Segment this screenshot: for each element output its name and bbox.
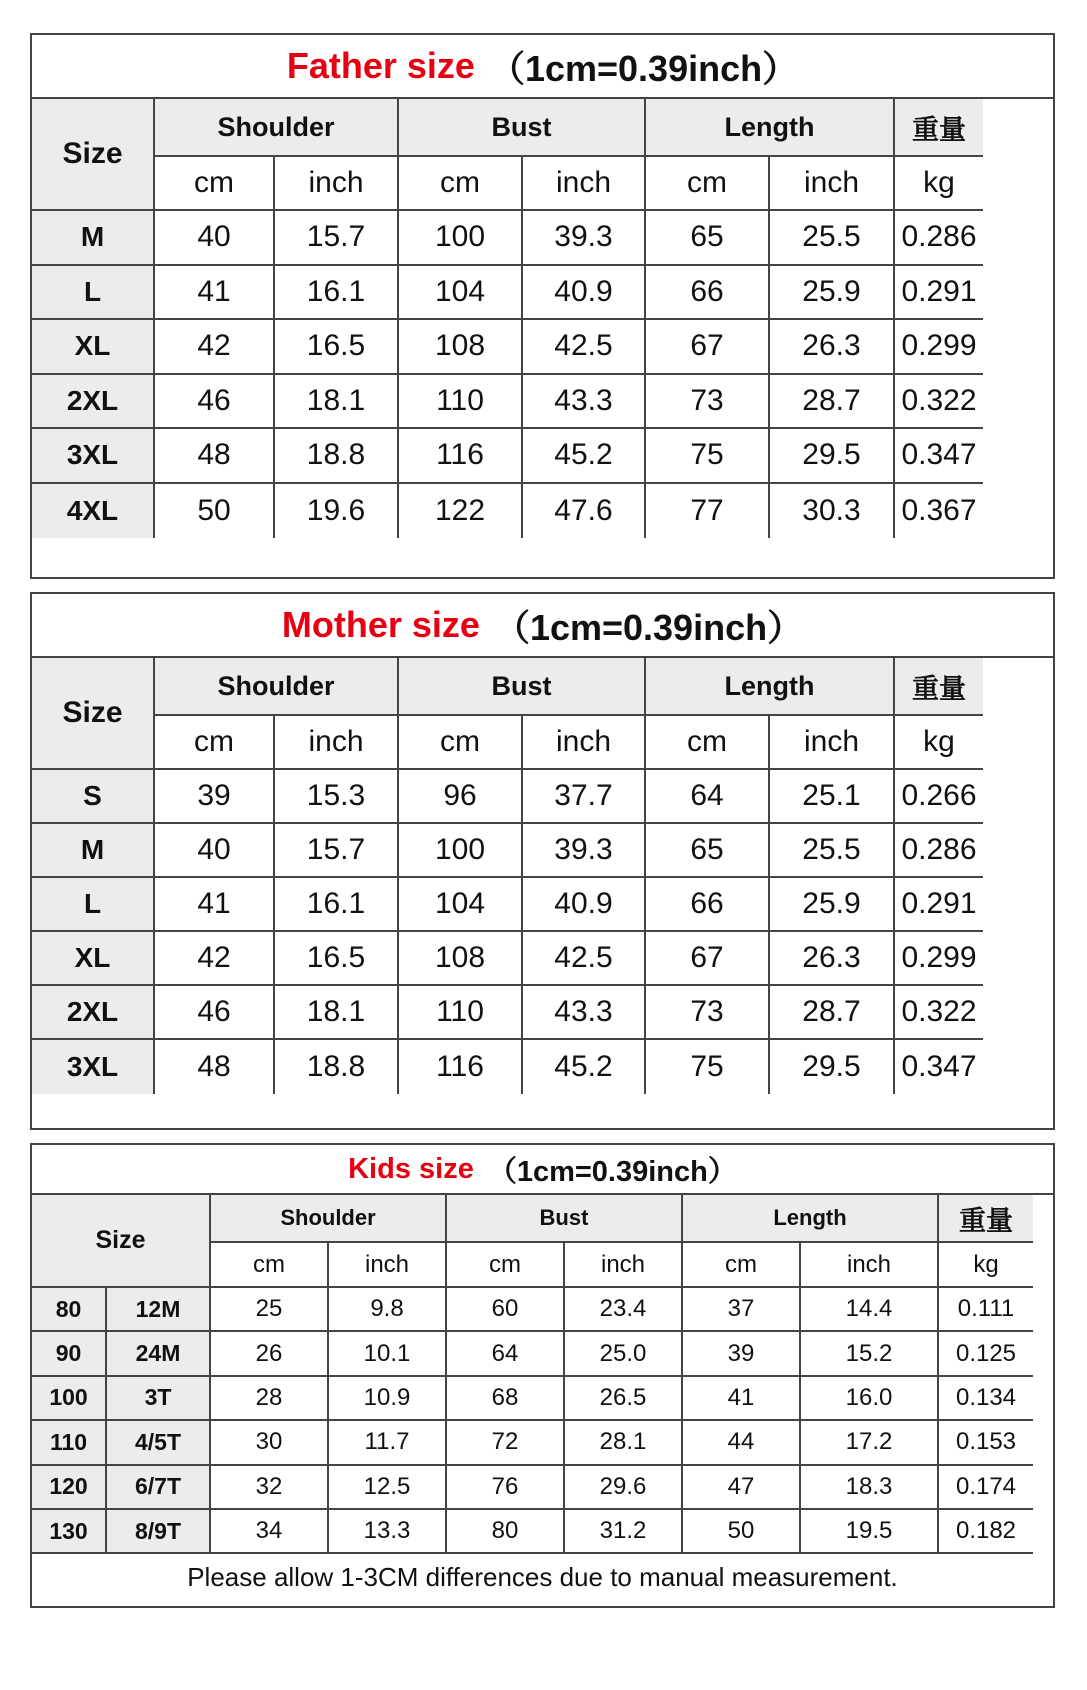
title-conversion: （1cm=0.39inch）	[488, 47, 799, 89]
measurement-value: 15.7	[275, 211, 399, 266]
size-label: 4XL	[32, 484, 155, 539]
measurement-value: 23.4	[565, 1288, 683, 1332]
table-title	[32, 35, 1053, 99]
measurement-value: 12.5	[329, 1466, 447, 1510]
measurement-value: 0.286	[895, 211, 983, 266]
measurement-value: 64	[447, 1332, 565, 1376]
title-conversion: （1cm=0.39inch）	[493, 606, 804, 648]
measurement-value: 0.266	[895, 770, 983, 824]
measurement-value: 42.5	[523, 932, 646, 986]
header-shoulder: Shoulder	[155, 658, 399, 716]
measurement-value: 73	[646, 375, 770, 430]
measurement-value: 96	[399, 770, 523, 824]
unit-label: inch	[275, 716, 399, 770]
header-length: Length	[683, 1195, 939, 1243]
measurement-value: 0.291	[895, 878, 983, 932]
measurement-value: 26	[211, 1332, 329, 1376]
header-weight: 重量	[939, 1195, 1033, 1243]
measurement-value: 50	[683, 1510, 801, 1554]
measurement-value: 116	[399, 1040, 523, 1094]
measurement-value: 18.8	[275, 429, 399, 484]
table-title	[32, 594, 1053, 658]
size-label: XL	[32, 932, 155, 986]
size-label: S	[32, 770, 155, 824]
measurement-value: 11.7	[329, 1421, 447, 1465]
unit-label: cm	[646, 716, 770, 770]
measurement-value: 47.6	[523, 484, 646, 539]
unit-label: kg	[895, 157, 983, 211]
title-highlight: Father size	[286, 45, 475, 86]
header-weight: 重量	[895, 99, 983, 157]
unit-label: cm	[155, 716, 275, 770]
measurement-value: 40.9	[523, 878, 646, 932]
measurement-value: 0.299	[895, 932, 983, 986]
measurement-value: 9.8	[329, 1288, 447, 1332]
header-bust: Bust	[399, 99, 646, 157]
measurement-value: 25.5	[770, 211, 895, 266]
measurement-value: 100	[399, 211, 523, 266]
measurement-value: 0.111	[939, 1288, 1033, 1332]
measurement-value: 0.322	[895, 375, 983, 430]
unit-label: inch	[770, 157, 895, 211]
size-label: 3XL	[32, 1040, 155, 1094]
measurement-value: 15.3	[275, 770, 399, 824]
measurement-value: 29.5	[770, 1040, 895, 1094]
unit-label: inch	[565, 1243, 683, 1288]
measurement-value: 0.174	[939, 1466, 1033, 1510]
measurement-value: 16.0	[801, 1377, 939, 1421]
measurement-value: 16.5	[275, 320, 399, 375]
size-label: M	[32, 824, 155, 878]
measurement-value: 80	[447, 1510, 565, 1554]
measurement-value: 0.134	[939, 1377, 1033, 1421]
size-label: M	[32, 211, 155, 266]
measurement-value: 43.3	[523, 986, 646, 1040]
measurement-value: 15.7	[275, 824, 399, 878]
measurement-value: 13.3	[329, 1510, 447, 1554]
measurement-value: 0.286	[895, 824, 983, 878]
measurement-value: 16.5	[275, 932, 399, 986]
measurement-value: 30.3	[770, 484, 895, 539]
measurement-value: 44	[683, 1421, 801, 1465]
header-size: Size	[32, 658, 155, 770]
measurement-value: 19.6	[275, 484, 399, 539]
size-label: 90	[32, 1332, 107, 1376]
measurement-value: 14.4	[801, 1288, 939, 1332]
measurement-value: 68	[447, 1377, 565, 1421]
measurement-value: 26.5	[565, 1377, 683, 1421]
measurement-value: 75	[646, 1040, 770, 1094]
unit-label: kg	[895, 716, 983, 770]
measurement-value: 45.2	[523, 1040, 646, 1094]
header-bust: Bust	[399, 658, 646, 716]
unit-label: cm	[447, 1243, 565, 1288]
unit-label: inch	[801, 1243, 939, 1288]
header-length: Length	[646, 658, 895, 716]
measurement-value: 50	[155, 484, 275, 539]
measurement-value: 42	[155, 320, 275, 375]
measurement-value: 42.5	[523, 320, 646, 375]
measurement-value: 34	[211, 1510, 329, 1554]
measurement-value: 66	[646, 266, 770, 321]
measurement-value: 67	[646, 320, 770, 375]
father-size-table	[30, 33, 1055, 579]
measurement-value: 48	[155, 429, 275, 484]
measurement-value: 37	[683, 1288, 801, 1332]
measurement-value: 48	[155, 1040, 275, 1094]
measurement-value: 26.3	[770, 932, 895, 986]
measurement-value: 25	[211, 1288, 329, 1332]
measurement-note: Please allow 1-3CM differences due to manual measurement.	[187, 1561, 898, 1592]
measurement-value: 66	[646, 878, 770, 932]
measurement-value: 77	[646, 484, 770, 539]
header-shoulder: Shoulder	[211, 1195, 447, 1243]
kids-size-table	[30, 1143, 1055, 1608]
size-label: XL	[32, 320, 155, 375]
measurement-value: 28.7	[770, 986, 895, 1040]
measurement-value: 64	[646, 770, 770, 824]
measurement-value: 0.347	[901, 1050, 977, 1083]
size-label: 8/9T	[107, 1510, 211, 1554]
size-label: 120	[32, 1466, 107, 1510]
measurement-value: 43.3	[523, 375, 646, 430]
size-label: 12M	[107, 1288, 211, 1332]
measurement-value: 46	[155, 986, 275, 1040]
unit-label: kg	[939, 1243, 1033, 1288]
measurement-value: 28.1	[565, 1421, 683, 1465]
measurement-value: 65	[646, 211, 770, 266]
measurement-value: 28	[211, 1377, 329, 1421]
measurement-value: 42	[155, 932, 275, 986]
measurement-value: 72	[447, 1421, 565, 1465]
measurement-value: 104	[399, 878, 523, 932]
measurement-value: 40	[155, 824, 275, 878]
measurement-value: 0.153	[939, 1421, 1033, 1465]
size-label: L	[32, 878, 155, 932]
measurement-value: 45.2	[523, 429, 646, 484]
measurement-value: 17.2	[801, 1421, 939, 1465]
unit-label: cm	[683, 1243, 801, 1288]
header-bust: Bust	[447, 1195, 683, 1243]
measurement-value: 18.8	[275, 1040, 399, 1094]
header-shoulder: Shoulder	[155, 99, 399, 157]
measurement-value: 18.1	[275, 375, 399, 430]
measurement-value: 67	[646, 932, 770, 986]
measurement-value: 122	[399, 484, 523, 539]
unit-label: inch	[770, 716, 895, 770]
measurement-value: 73	[646, 986, 770, 1040]
header-size: Size	[32, 99, 155, 211]
measurement-value: 76	[447, 1466, 565, 1510]
table-grid	[32, 658, 1053, 1094]
measurement-value: 0.299	[895, 320, 983, 375]
header-size: Size	[32, 1195, 211, 1288]
measurement-value: 32	[211, 1466, 329, 1510]
measurement-value: 40	[155, 211, 275, 266]
title-highlight: Kids size	[348, 1152, 474, 1185]
size-label: 24M	[107, 1332, 211, 1376]
measurement-value: 25.0	[565, 1332, 683, 1376]
unit-label: inch	[523, 716, 646, 770]
measurement-value: 40.9	[523, 266, 646, 321]
measurement-value: 100	[399, 824, 523, 878]
measurement-value: 0.182	[939, 1510, 1033, 1554]
measurement-value: 18.3	[801, 1466, 939, 1510]
measurement-value: 116	[399, 429, 523, 484]
measurement-value: 10.9	[329, 1377, 447, 1421]
unit-label: cm	[399, 716, 523, 770]
measurement-value: 110	[399, 375, 523, 430]
unit-label: cm	[211, 1243, 329, 1288]
measurement-value: 10.1	[329, 1332, 447, 1376]
measurement-value: 0.347	[895, 429, 983, 484]
size-label: 130	[32, 1510, 107, 1554]
measurement-value: 28.7	[770, 375, 895, 430]
measurement-value: 0.125	[939, 1332, 1033, 1376]
unit-label: cm	[399, 157, 523, 211]
unit-label: inch	[275, 157, 399, 211]
measurement-value: 47	[683, 1466, 801, 1510]
size-label: 100	[32, 1377, 107, 1421]
measurement-value: 29.5	[770, 429, 895, 484]
size-label: 3T	[107, 1377, 211, 1421]
measurement-value: 25.9	[770, 878, 895, 932]
measurement-value: 39	[683, 1332, 801, 1376]
measurement-value: 15.2	[801, 1332, 939, 1376]
header-length: Length	[646, 99, 895, 157]
size-label: 2XL	[32, 986, 155, 1040]
measurement-value: 65	[646, 824, 770, 878]
measurement-value: 41	[683, 1377, 801, 1421]
size-label: 4/5T	[107, 1421, 211, 1465]
table-grid	[32, 99, 1053, 538]
measurement-value: 108	[399, 932, 523, 986]
measurement-value: 104	[399, 266, 523, 321]
unit-label: cm	[155, 157, 275, 211]
measurement-value: 39	[155, 770, 275, 824]
measurement-value: 41	[155, 266, 275, 321]
measurement-value: 0.367	[901, 493, 977, 527]
measurement-value: 110	[399, 986, 523, 1040]
size-label: 6/7T	[107, 1466, 211, 1510]
size-label: 110	[32, 1421, 107, 1465]
measurement-value: 25.1	[770, 770, 895, 824]
measurement-value: 30	[211, 1421, 329, 1465]
table-title	[32, 1145, 1053, 1195]
unit-label: inch	[523, 157, 646, 211]
title-conversion: （1cm=0.39inch）	[487, 1155, 737, 1188]
size-label: 80	[32, 1288, 107, 1332]
measurement-value: 31.2	[565, 1510, 683, 1554]
measurement-value: 26.3	[770, 320, 895, 375]
measurement-value: 25.9	[770, 266, 895, 321]
header-weight: 重量	[895, 658, 983, 716]
measurement-value: 75	[646, 429, 770, 484]
measurement-value: 25.5	[770, 824, 895, 878]
unit-label: inch	[329, 1243, 447, 1288]
measurement-value: 0.291	[895, 266, 983, 321]
size-label: 3XL	[32, 429, 155, 484]
title-highlight: Mother size	[281, 604, 480, 645]
measurement-value: 37.7	[523, 770, 646, 824]
measurement-value: 16.1	[275, 878, 399, 932]
measurement-value: 19.5	[801, 1510, 939, 1554]
size-label: 2XL	[32, 375, 155, 430]
measurement-value: 46	[155, 375, 275, 430]
size-label: L	[32, 266, 155, 321]
measurement-value: 41	[155, 878, 275, 932]
measurement-value: 39.3	[523, 211, 646, 266]
measurement-value: 29.6	[565, 1466, 683, 1510]
measurement-value: 108	[399, 320, 523, 375]
table-grid	[32, 1195, 1053, 1554]
measurement-value: 18.1	[275, 986, 399, 1040]
unit-label: cm	[646, 157, 770, 211]
measurement-value: 0.322	[895, 986, 983, 1040]
measurement-value: 60	[447, 1288, 565, 1332]
mother-size-table	[30, 592, 1055, 1130]
measurement-value: 16.1	[275, 266, 399, 321]
measurement-value: 39.3	[523, 824, 646, 878]
